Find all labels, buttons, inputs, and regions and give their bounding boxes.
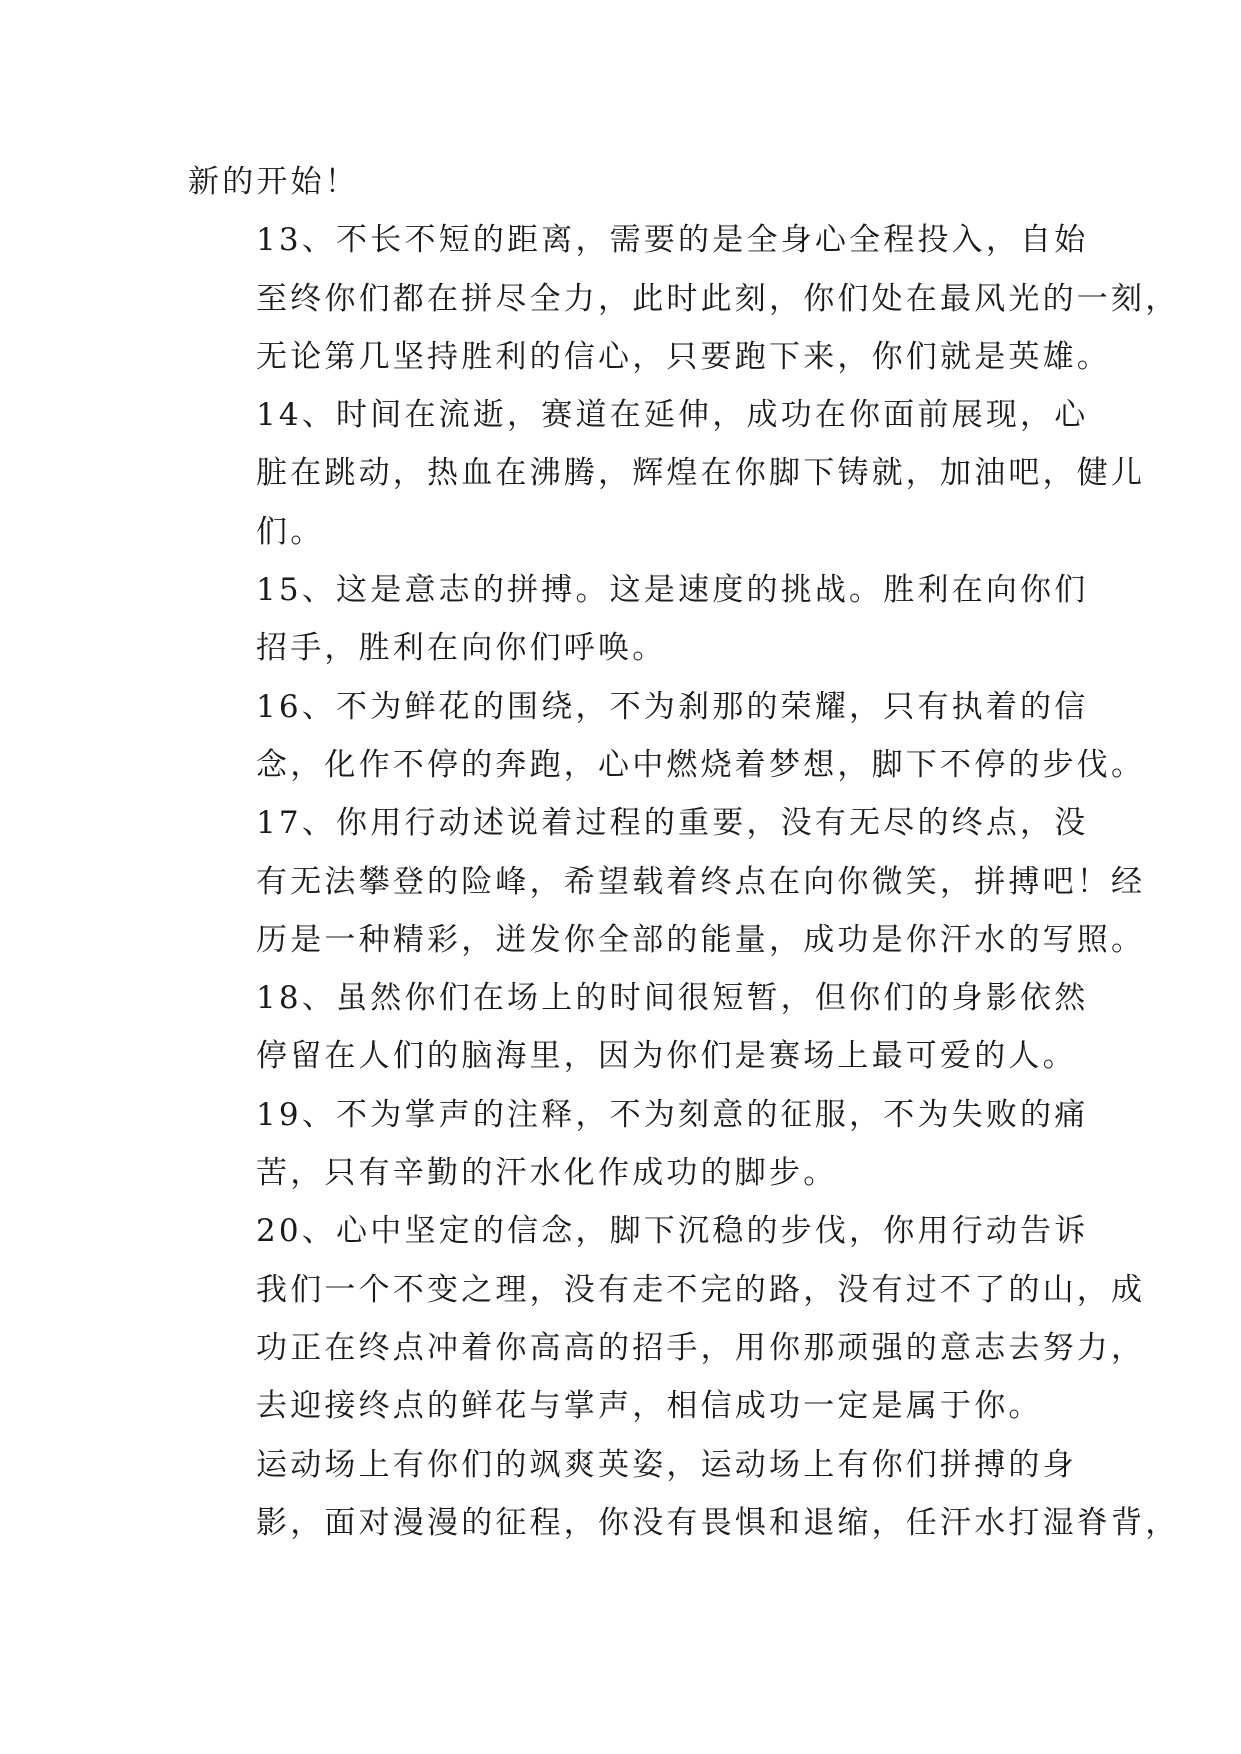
text-line: 无论第几坚持胜利的信心，只要跑下来，你们就是英雄。 xyxy=(256,338,1111,375)
text-line: 招手，胜利在向你们呼唤。 xyxy=(256,630,667,667)
text-line: 苦，只有辛勤的汗水化作成功的脚步。 xyxy=(256,1155,838,1192)
text-line: 念，化作不停的奔跑，心中燃烧着梦想，脚下不停的步伐。 xyxy=(256,746,1146,783)
paragraph-17 xyxy=(188,794,1146,969)
text-line: 影，面对漫漫的征程，你没有畏惧和退缩，任汗水打湿脊背， xyxy=(256,1504,1180,1541)
text-line: 15、这是意志的拼搏。这是速度的挑战。胜利在向你们 xyxy=(256,572,1089,609)
text-line: 18、虽然你们在场上的时间很短暂，但你们的身影依然 xyxy=(256,980,1089,1017)
text-line: 14、时间在流逝，赛道在延伸，成功在你面前展现，心 xyxy=(256,397,1089,434)
paragraph-19 xyxy=(188,1086,1089,1203)
text-line: 新的开始！ xyxy=(188,164,359,200)
paragraph-18 xyxy=(188,969,1089,1086)
text-line: 有无法攀登的险峰，希望载着终点在向你微笑，拼搏吧！经 xyxy=(256,863,1146,900)
paragraph-20 xyxy=(188,1202,1146,1435)
paragraph-16 xyxy=(188,678,1146,795)
text-line: 我们一个不变之理，没有走不完的路，没有过不了的山，成 xyxy=(256,1271,1146,1308)
text-line: 19、不为掌声的注释，不为刻意的征服，不为失败的痛 xyxy=(256,1096,1089,1133)
text-line: 17、你用行动述说着过程的重要，没有无尽的终点，没 xyxy=(256,805,1089,842)
text-line: 20、心中坚定的信念，脚下沉稳的步伐，你用行动告诉 xyxy=(256,1213,1089,1250)
text-line: 13、不长不短的距离，需要的是全身心全程投入，自始 xyxy=(256,222,1089,259)
paragraph-closing xyxy=(188,1436,1180,1553)
document-body xyxy=(188,153,1180,1552)
text-line: 至终你们都在拼尽全力，此时此刻，你们处在最风光的一刻， xyxy=(256,280,1180,317)
paragraph-intro-tail xyxy=(188,153,1068,211)
text-line: 停留在人们的脑海里，因为你们是赛场上最可爱的人。 xyxy=(256,1038,1077,1075)
paragraph-13 xyxy=(188,211,1180,386)
text-line: 脏在跳动，热血在沸腾，辉煌在你脚下铸就，加油吧，健儿 xyxy=(256,455,1146,492)
text-line: 历是一种精彩，迸发你全部的能量，成功是你汗水的写照。 xyxy=(256,921,1146,958)
text-line: 们。 xyxy=(256,513,325,550)
text-line: 运动场上有你们的飒爽英姿，运动场上有你们拼搏的身 xyxy=(256,1446,1077,1483)
text-line: 16、不为鲜花的围绕，不为刹那的荣耀，只有执着的信 xyxy=(256,688,1089,725)
paragraph-15 xyxy=(188,561,1089,678)
text-line: 去迎接终点的鲜花与掌声，相信成功一定是属于你。 xyxy=(256,1388,1043,1425)
paragraph-14 xyxy=(188,386,1146,561)
text-line: 功正在终点冲着你高高的招手，用你那顽强的意志去努力， xyxy=(256,1329,1146,1366)
